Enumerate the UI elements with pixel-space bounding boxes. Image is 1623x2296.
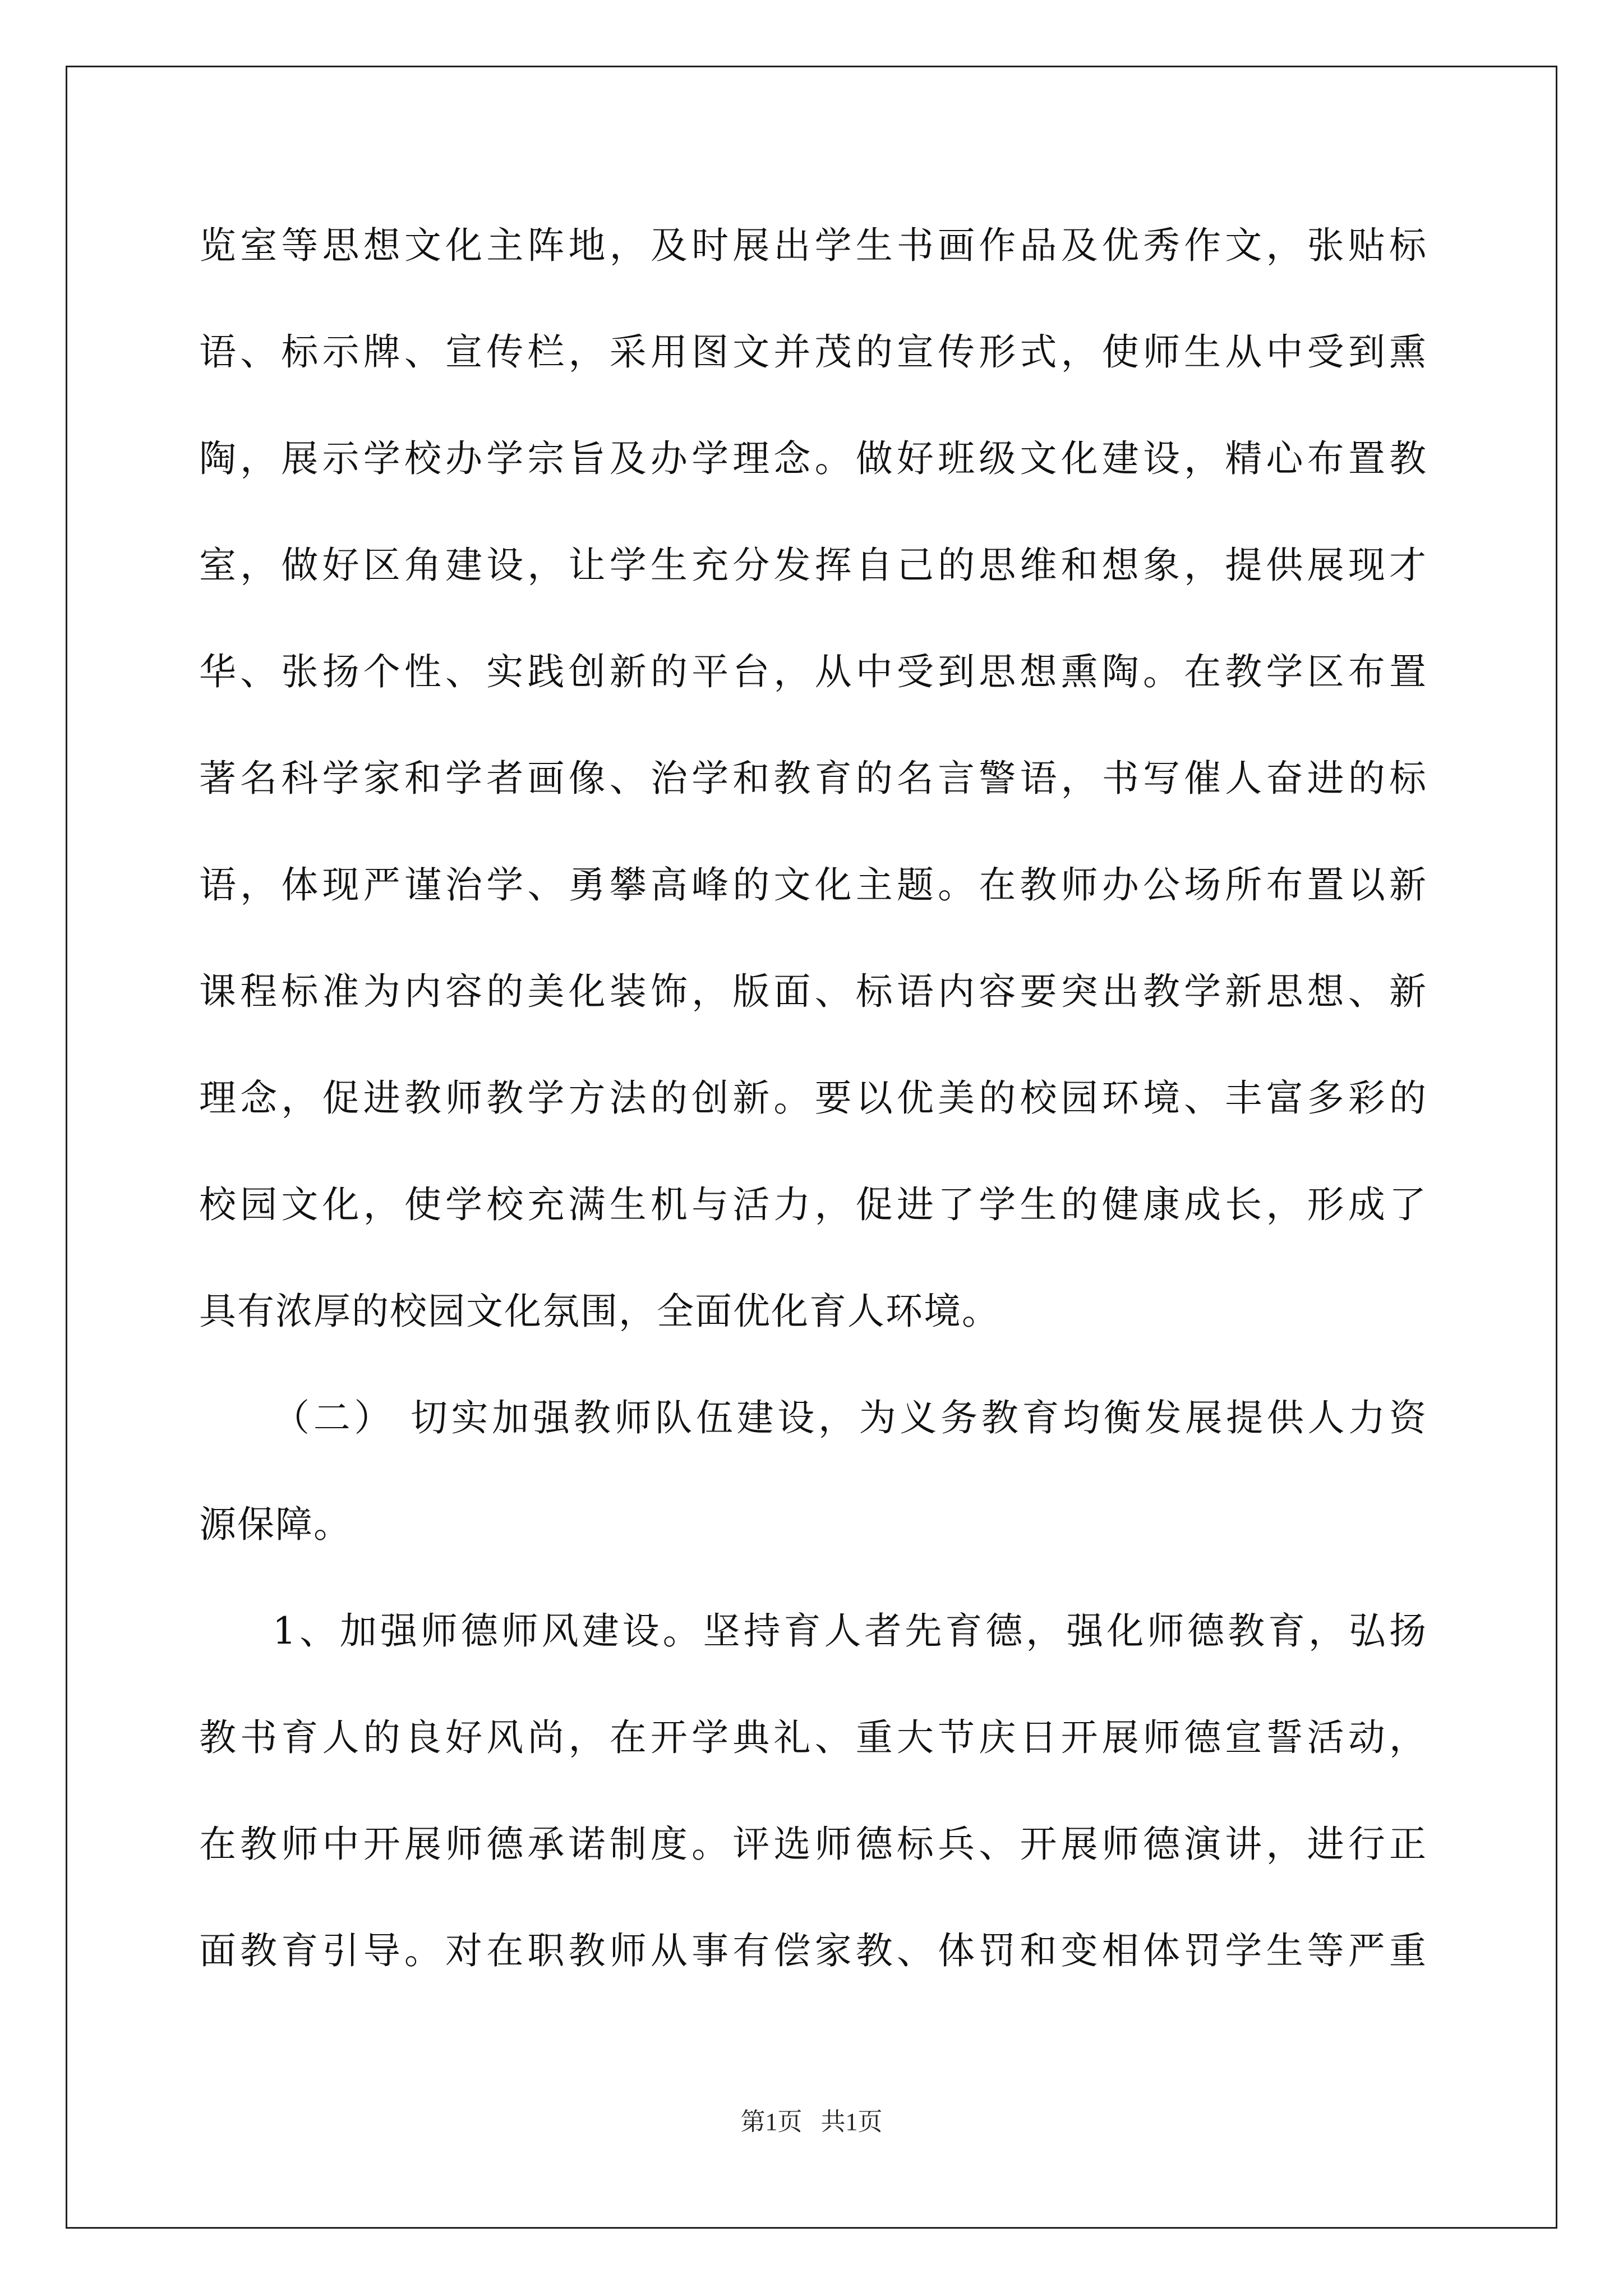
page-border (66, 66, 1557, 2229)
page-footer: 第1页 共1页 (740, 2108, 883, 2136)
body-text-line: 1、加强师德师风建设。坚持育人者先育德，强化师德教育，弘扬 (273, 1609, 1427, 1653)
body-text-line: 面教育引导。对在职教师从事有偿家教、体罚和变相体罚学生等严重 (199, 1929, 1427, 1972)
body-text-line: 校园文化，使学校充满生机与活力，促进了学生的健康成长，形成了 (199, 1183, 1427, 1226)
body-text-line: 著名科学家和学者画像、治学和教育的名言警语，书写催人奋进的标 (199, 757, 1427, 800)
body-text-line: 在教师中开展师德承诺制度。评选师德标兵、开展师德演讲，进行正 (199, 1823, 1427, 1866)
section-heading-line: （二） 切实加强教师队伍建设，为义务教育均衡发展提供人力资 (273, 1396, 1427, 1439)
body-text-line: 陶，展示学校办学宗旨及办学理念。做好班级文化建设，精心布置教 (199, 437, 1427, 480)
body-text-line: 具有浓厚的校园文化氛围，全面优化育人环境。 (199, 1290, 1000, 1333)
body-text-line: 语、标示牌、宣传栏，采用图文并茂的宣传形式，使师生从中受到熏 (199, 330, 1427, 374)
section-heading-line: 源保障。 (199, 1503, 352, 1546)
body-text-line: 教书育人的良好风尚，在开学典礼、重大节庆日开展师德宣誓活动， (199, 1716, 1427, 1759)
body-text-line: 课程标准为内容的美化装饰，版面、标语内容要突出教学新思想、新 (199, 970, 1427, 1013)
body-text-line: 室，做好区角建设，让学生充分发挥自己的思维和想象，提供展现才 (199, 544, 1427, 587)
body-text-line: 语，体现严谨治学、勇攀高峰的文化主题。在教师办公场所布置以新 (199, 863, 1427, 907)
body-text-line: 览室等思想文化主阵地，及时展出学生书画作品及优秀作文，张贴标 (199, 224, 1427, 267)
body-text-line: 理念，促进教师教学方法的创新。要以优美的校园环境、丰富多彩的 (199, 1076, 1427, 1120)
body-text-line: 华、张扬个性、实践创新的平台，从中受到思想熏陶。在教学区布置 (199, 650, 1427, 693)
